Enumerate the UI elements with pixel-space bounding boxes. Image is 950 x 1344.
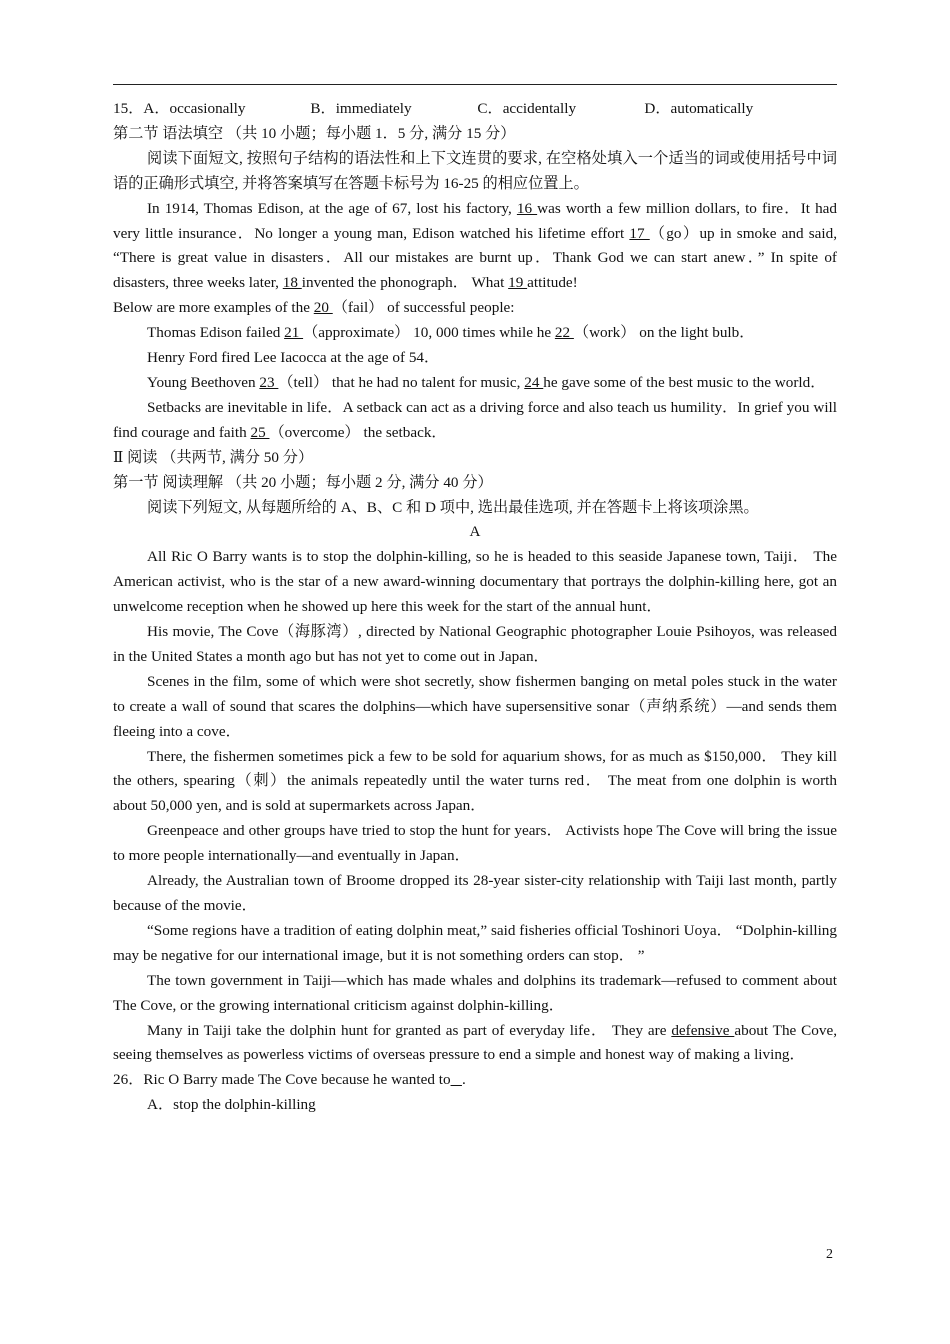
passage-paragraph: All Ric O Barry wants is to stop the dolphin-killing, so he is headed to this seaside Japanese town, Taiji． The American activist, who is the star of a new award-winning documentary that portrays the dolphin-killing here, got an unwelcome reception when he showed up here this week for the start of the annual hunt． [113,548,837,616]
option-b: B．immediately [310,100,412,117]
question-number: 15． [113,100,144,117]
passage-paragraph: Scenes in the film, some of which were shot secretly, show fishermen banging on metal poles stuck in the water to create a wall of sound that scares the dolphins—which have supersensitive sonar（声纳系统）—and sends them fleeing into a cove． [113,672,837,740]
section-instruction: 阅读下列短文, 从每题所给的 A、B、C 和 D 项中, 选出最佳选项, 并在答题卡上将该项涂黑。 [147,498,759,516]
blank-21: 21 [284,324,304,342]
blank-16: 16 [516,199,538,217]
option-a: A．occasionally [143,100,246,117]
passage-label: A [469,523,481,541]
answer-blank [451,1071,462,1088]
passage-paragraph: Greenpeace and other groups have tried to stop the hunt for years． Activists hope The Cove will bring the issue to more people internationally—and eventually in Japan． [113,822,837,865]
blank-18: 18 [282,274,302,292]
blank-20: 20 [313,299,333,317]
section-instruction: 阅读下面短文, 按照句子结构的语法性和上下文连贯的要求, 在空格处填入一个适当的词或使用括号中词语的正确形式填空, 并将答案填写在答题卡标号为 16-25 的相应位置上。 [113,149,837,192]
blank-24: 24 [524,373,544,391]
page-content [113,97,837,1118]
cloze-paragraph: Below are more examples of the 20 （fail） of successful people: [113,299,515,317]
underlined-word: defensive [671,1021,735,1039]
section-heading: 第二节 语法填空 （共 10 小题；每小题 1．5 分, 满分 15 分） [113,124,516,142]
option-a: A．stop the dolphin-killing [147,1096,316,1114]
passage-paragraph: Already, the Australian town of Broome dropped its 28-year sister-city relationship with Taiji last month, partly because of the movie． [113,872,837,914]
question-15 [113,97,837,122]
passage-paragraph: His movie, The Cove（海豚湾）, directed by National Geographic photographer Louie Psihoyos, was released in the United States a month ago but has not yet to come out in Japan． [113,623,837,665]
header-rule [113,84,837,85]
option-d: D．automatically [644,100,754,117]
blank-19: 19 [508,274,528,292]
part-heading: Ⅱ 阅读 （共两节, 满分 50 分） [113,448,314,466]
blank-22: 22 [554,324,574,342]
passage-paragraph: “Some regions have a tradition of eating dolphin meat,” said fisheries official Toshinori Uoya． “Dolphin-killing may be negative for our international image, but it is not something orders can stop． ” [113,921,837,964]
blank-23: 23 [259,373,279,391]
cloze-paragraph: In 1914, Thomas Edison, at the age of 67, lost his factory, 16 was worth a few million dollars, to fire．It had very little insurance．No longer a young man, Edison watched his lifetime effort 17 （go）up in smoke and said, “There is great value in disasters．All our mistakes are burnt up．Thank God we can start anew．” In spite of disasters, three weeks later, 18 invented the phonograph． What 19 attitude! [113,199,838,292]
blank-17: 17 [629,224,650,242]
passage-paragraph: The town government in Taiji—which has made whales and dolphins its trademark—refused to comment about The Cove, or the growing international criticism against dolphin-killing． [113,971,837,1014]
section-heading: 第一节 阅读理解 （共 20 小题；每小题 2 分, 满分 40 分） [113,473,493,491]
passage-paragraph: Many in Taiji take the dolphin hunt for granted as part of everyday life． They are defensive about The Cove, seeing themselves as powerless victims of overseas pressure to end a simple and honest way of making a living． [113,1021,837,1064]
question-26: 26．Ric O Barry made The Cove because he wanted to . [113,1071,466,1089]
passage-paragraph: There, the fishermen sometimes pick a few to be sold for aquarium shows, for as much as $150,000． They kill the others, spearing（刺）the animals repeatedly until the water turns red． The meat from one dolphin is worth about 50,000 yen, and is sold at supermarkets across Japan． [113,747,837,815]
blank-25: 25 [250,423,270,441]
cloze-paragraph: Setbacks are inevitable in life．A setback can act as a driving force and also teach us humility．In grief you will find courage and faith 25 （overcome） the setback． [113,398,837,441]
page-number: 2 [826,1247,833,1262]
cloze-paragraph: Thomas Edison failed 21 （approximate） 10, 000 times while he 22 （work） on the light bulb． [147,324,755,342]
option-c: C．accidentally [477,100,577,117]
cloze-paragraph: Henry Ford fired Lee Iacocca at the age of 54． [147,349,440,367]
cloze-paragraph: Young Beethoven 23 （tell） that he had no talent for music, 24 he gave some of the best music to the world． [147,373,826,391]
